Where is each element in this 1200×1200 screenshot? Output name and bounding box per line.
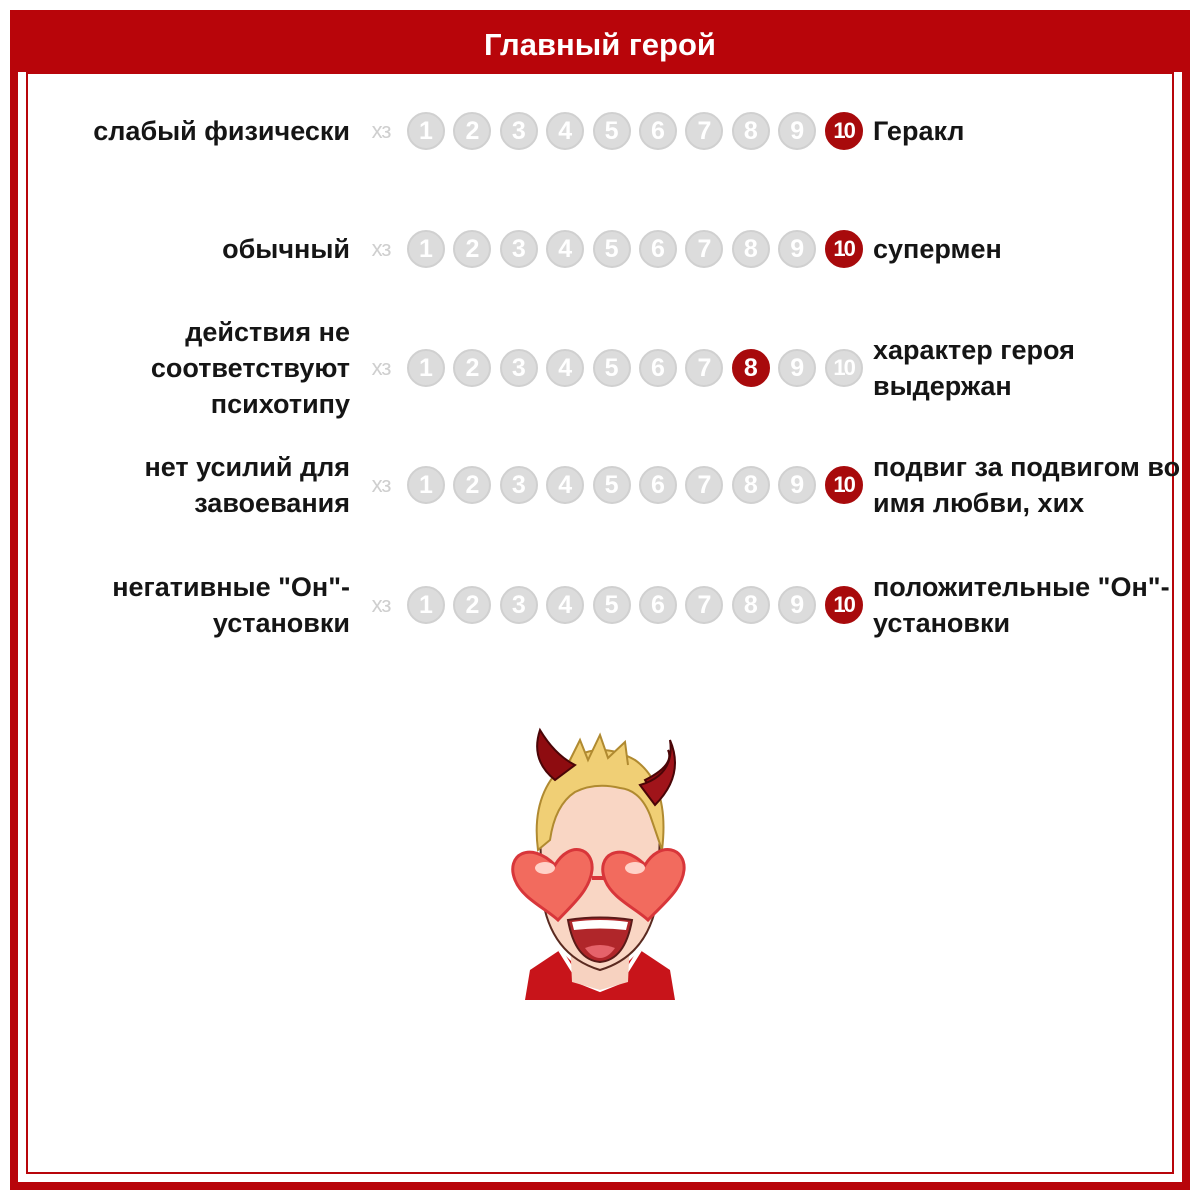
rating-selected-circle[interactable]: 10 bbox=[825, 586, 863, 624]
rating-circle[interactable]: 10 bbox=[825, 349, 863, 387]
rating-row bbox=[0, 430, 1200, 540]
rating-circle[interactable]: 9 bbox=[778, 349, 816, 387]
rating-circle[interactable]: 2 bbox=[453, 586, 491, 624]
rating-scale bbox=[407, 349, 867, 387]
rating-circle[interactable]: 8 bbox=[732, 586, 770, 624]
rating-circle[interactable]: 4 bbox=[546, 112, 584, 150]
rating-circle[interactable]: 6 bbox=[639, 349, 677, 387]
rating-row bbox=[0, 194, 1200, 304]
row-right-label: Геракл bbox=[873, 116, 965, 146]
rating-circle[interactable]: 8 bbox=[732, 230, 770, 268]
rating-circle[interactable]: 4 bbox=[546, 586, 584, 624]
rating-circle[interactable]: 9 bbox=[778, 586, 816, 624]
rating-circle[interactable]: 9 bbox=[778, 112, 816, 150]
rating-circle[interactable]: 3 bbox=[500, 349, 538, 387]
rating-selected-circle[interactable]: 10 bbox=[825, 466, 863, 504]
rating-circle[interactable]: 7 bbox=[685, 112, 723, 150]
rating-circle[interactable]: 5 bbox=[593, 112, 631, 150]
rating-circle[interactable]: 8 bbox=[732, 112, 770, 150]
rating-scale bbox=[407, 466, 867, 504]
rating-circle[interactable]: 1 bbox=[407, 466, 445, 504]
row-left-label: слабый физически bbox=[93, 116, 350, 146]
rating-circle[interactable]: 2 bbox=[453, 466, 491, 504]
row-right-label: характер героя выдержан bbox=[873, 335, 1075, 401]
rating-selected-circle[interactable]: 8 bbox=[732, 349, 770, 387]
rating-circle[interactable]: 1 bbox=[407, 349, 445, 387]
rating-circle[interactable]: 4 bbox=[546, 466, 584, 504]
rating-circle[interactable]: 3 bbox=[500, 230, 538, 268]
rating-circle[interactable]: 1 bbox=[407, 112, 445, 150]
row-right-label: положительные "Он"-установки bbox=[873, 572, 1170, 638]
rating-circle[interactable]: 2 bbox=[453, 230, 491, 268]
scale-min-label: хз bbox=[371, 472, 391, 497]
rating-circle[interactable]: 3 bbox=[500, 586, 538, 624]
row-left-label: действия не соответствуют психотипу bbox=[150, 317, 350, 419]
rating-circle[interactable]: 7 bbox=[685, 586, 723, 624]
rating-row bbox=[0, 76, 1200, 186]
rating-circle[interactable]: 3 bbox=[500, 112, 538, 150]
rating-row bbox=[0, 550, 1200, 660]
row-right-label: супермен bbox=[873, 234, 1002, 264]
rating-circle[interactable]: 2 bbox=[453, 112, 491, 150]
rating-circle[interactable]: 7 bbox=[685, 466, 723, 504]
rating-circle[interactable]: 7 bbox=[685, 349, 723, 387]
rating-circle[interactable]: 1 bbox=[407, 230, 445, 268]
rating-circle[interactable]: 6 bbox=[639, 112, 677, 150]
rating-selected-circle[interactable]: 10 bbox=[825, 112, 863, 150]
rating-circle[interactable]: 6 bbox=[639, 586, 677, 624]
rating-circle[interactable]: 7 bbox=[685, 230, 723, 268]
page-title: Главный герой bbox=[18, 18, 1182, 72]
rating-circle[interactable]: 2 bbox=[453, 349, 491, 387]
rating-circle[interactable]: 9 bbox=[778, 466, 816, 504]
rating-circle[interactable]: 6 bbox=[639, 466, 677, 504]
rating-circle[interactable]: 5 bbox=[593, 466, 631, 504]
scale-min-label: хз bbox=[371, 118, 391, 143]
rating-scale bbox=[407, 112, 867, 150]
rating-circle[interactable]: 5 bbox=[593, 349, 631, 387]
rating-scale bbox=[407, 586, 867, 624]
rating-circle[interactable]: 5 bbox=[593, 586, 631, 624]
rating-circle[interactable]: 8 bbox=[732, 466, 770, 504]
rating-selected-circle[interactable]: 10 bbox=[825, 230, 863, 268]
row-left-label: обычный bbox=[222, 234, 350, 264]
rating-circle[interactable]: 9 bbox=[778, 230, 816, 268]
row-left-label: негативные "Он"- установки bbox=[112, 572, 350, 638]
scale-min-label: хз bbox=[371, 355, 391, 380]
scale-min-label: хз bbox=[371, 592, 391, 617]
devil-heart-glasses-avatar-icon bbox=[500, 720, 700, 1000]
rating-scale bbox=[407, 230, 867, 268]
rating-circle[interactable]: 4 bbox=[546, 349, 584, 387]
rating-circle[interactable]: 3 bbox=[500, 466, 538, 504]
row-right-label: подвиг за подвигом во имя любви, хих bbox=[873, 452, 1181, 518]
rating-circle[interactable]: 4 bbox=[546, 230, 584, 268]
rating-row bbox=[0, 313, 1200, 423]
rating-circle[interactable]: 5 bbox=[593, 230, 631, 268]
row-left-label: нет усилий для завоевания bbox=[144, 452, 350, 518]
scale-min-label: хз bbox=[371, 236, 391, 261]
rating-circle[interactable]: 6 bbox=[639, 230, 677, 268]
rating-circle[interactable]: 1 bbox=[407, 586, 445, 624]
